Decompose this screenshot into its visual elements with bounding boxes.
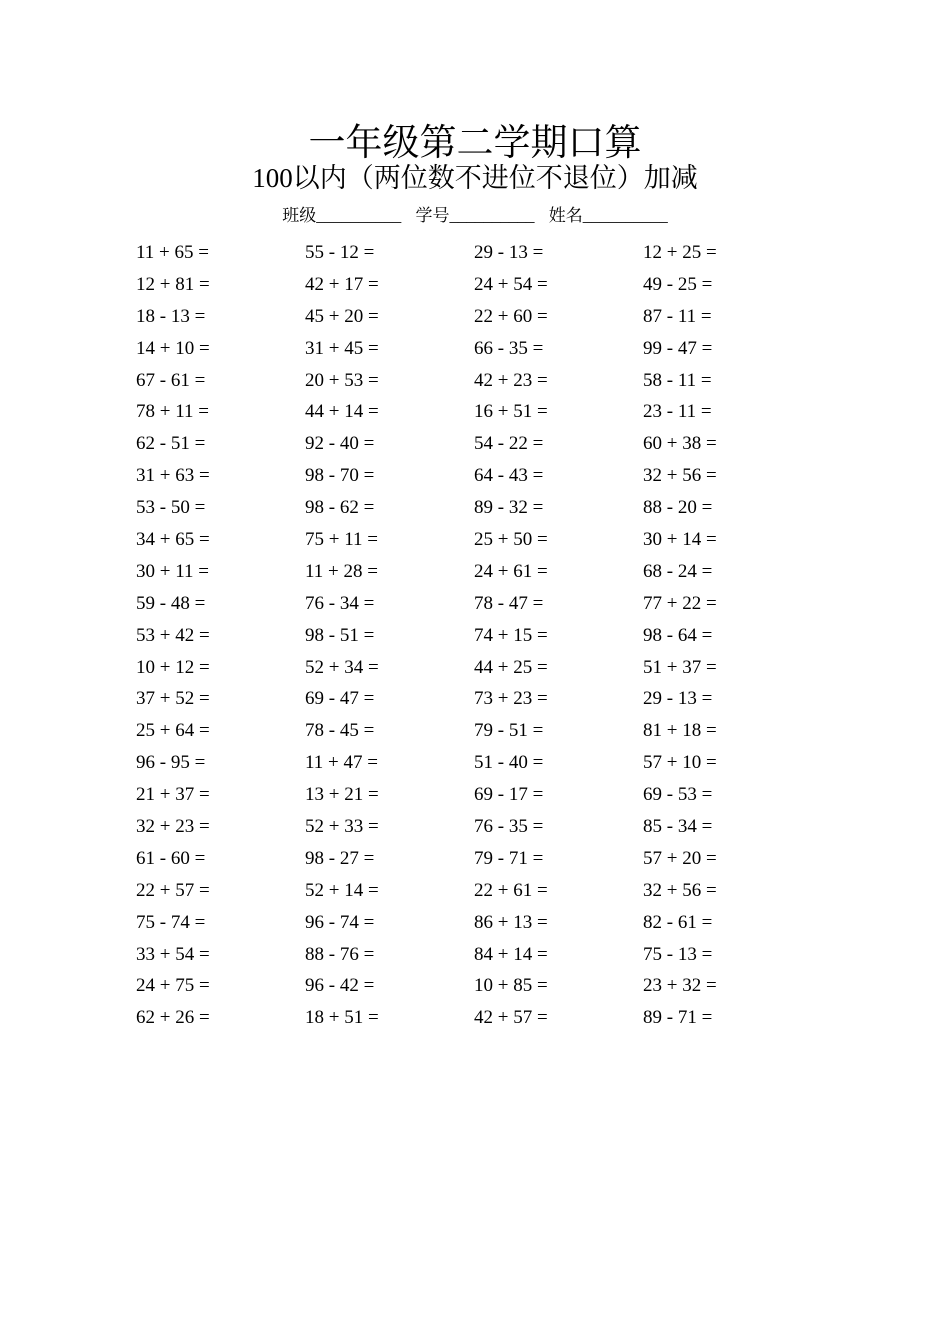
arithmetic-problem: 88 - 76 =	[305, 943, 375, 965]
arithmetic-problem: 60 + 38 =	[643, 433, 717, 455]
arithmetic-problem: 98 - 64 =	[643, 624, 713, 646]
arithmetic-problem: 51 - 40 =	[474, 752, 544, 774]
arithmetic-problem: 68 - 24 =	[643, 560, 713, 582]
arithmetic-problem: 21 + 37 =	[136, 784, 210, 806]
name-field: 姓名__________	[548, 206, 668, 225]
arithmetic-problem: 53 + 42 =	[136, 624, 210, 646]
arithmetic-problem: 11 + 65 =	[136, 242, 209, 263]
arithmetic-problem: 29 - 13 =	[643, 688, 713, 710]
arithmetic-problem: 76 - 35 =	[474, 816, 544, 838]
arithmetic-problem: 12 + 25 =	[643, 242, 717, 263]
arithmetic-problem: 30 + 11 =	[136, 560, 209, 582]
arithmetic-problem: 22 + 57 =	[136, 879, 210, 901]
student-number-field: 学号__________	[415, 206, 535, 225]
arithmetic-problem: 31 + 45 =	[305, 337, 379, 359]
page-subtitle: 100以内（两位数不进位不退位）加减	[252, 163, 698, 193]
arithmetic-problem: 33 + 54 =	[136, 943, 210, 965]
page-title: 一年级第二学期口算	[308, 123, 642, 164]
arithmetic-problem: 44 + 14 =	[305, 401, 379, 423]
arithmetic-problem: 79 - 71 =	[474, 847, 544, 869]
arithmetic-problem: 57 + 20 =	[643, 847, 717, 869]
arithmetic-problem: 32 + 56 =	[643, 879, 717, 901]
arithmetic-problem: 42 + 17 =	[305, 273, 379, 295]
arithmetic-problem: 85 - 34 =	[643, 816, 713, 838]
arithmetic-problem: 42 + 23 =	[474, 369, 548, 391]
arithmetic-problem: 44 + 25 =	[474, 656, 548, 678]
arithmetic-problem: 66 - 35 =	[474, 337, 544, 359]
arithmetic-problem: 84 + 14 =	[474, 943, 548, 965]
arithmetic-problem: 37 + 52 =	[136, 688, 210, 710]
arithmetic-problem: 24 + 75 =	[136, 975, 210, 997]
arithmetic-problem: 92 - 40 =	[305, 433, 375, 455]
arithmetic-problem: 98 - 51 =	[305, 624, 375, 646]
arithmetic-problem: 54 - 22 =	[474, 433, 544, 455]
arithmetic-problem: 98 - 70 =	[305, 465, 375, 487]
arithmetic-problem: 25 + 50 =	[474, 529, 548, 551]
arithmetic-problem: 99 - 47 =	[643, 337, 713, 359]
arithmetic-problem: 22 + 61 =	[474, 879, 548, 901]
arithmetic-problem: 69 - 53 =	[643, 784, 713, 806]
arithmetic-problem: 96 - 95 =	[136, 752, 206, 774]
arithmetic-problem: 22 + 60 =	[474, 305, 548, 327]
arithmetic-problem: 73 + 23 =	[474, 688, 548, 710]
arithmetic-problem-grid	[136, 237, 856, 1034]
arithmetic-problem: 32 + 23 =	[136, 816, 210, 838]
arithmetic-problem: 55 - 12 =	[305, 242, 375, 263]
arithmetic-problem: 24 + 61 =	[474, 560, 548, 582]
arithmetic-problem: 61 - 60 =	[136, 847, 206, 869]
arithmetic-problem: 42 + 57 =	[474, 1007, 548, 1029]
arithmetic-problem: 76 - 34 =	[305, 592, 375, 614]
arithmetic-problem: 23 + 32 =	[643, 975, 717, 997]
arithmetic-problem: 69 - 47 =	[305, 688, 375, 710]
arithmetic-problem: 75 - 74 =	[136, 911, 206, 933]
arithmetic-problem: 16 + 51 =	[474, 401, 548, 423]
arithmetic-problem: 78 - 47 =	[474, 592, 544, 614]
arithmetic-problem: 23 - 11 =	[643, 401, 712, 423]
arithmetic-problem: 62 - 51 =	[136, 433, 206, 455]
arithmetic-problem: 10 + 85 =	[474, 975, 548, 997]
arithmetic-problem: 75 - 13 =	[643, 943, 713, 965]
arithmetic-problem: 89 - 32 =	[474, 497, 544, 519]
arithmetic-problem: 74 + 15 =	[474, 624, 548, 646]
arithmetic-problem: 98 - 27 =	[305, 847, 375, 869]
arithmetic-problem: 77 + 22 =	[643, 592, 717, 614]
arithmetic-problem: 45 + 20 =	[305, 305, 379, 327]
arithmetic-problem: 20 + 53 =	[305, 369, 379, 391]
arithmetic-problem: 32 + 56 =	[643, 465, 717, 487]
arithmetic-problem: 96 - 74 =	[305, 911, 375, 933]
arithmetic-problem: 62 + 26 =	[136, 1007, 210, 1029]
class-field: 班级__________	[282, 206, 402, 225]
arithmetic-problem: 24 + 54 =	[474, 273, 548, 295]
arithmetic-problem: 14 + 10 =	[136, 337, 210, 359]
arithmetic-problem: 11 + 47 =	[305, 752, 378, 774]
arithmetic-problem: 81 + 18 =	[643, 720, 717, 742]
arithmetic-problem: 79 - 51 =	[474, 720, 544, 742]
arithmetic-problem: 30 + 14 =	[643, 529, 717, 551]
arithmetic-problem: 53 - 50 =	[136, 497, 206, 519]
arithmetic-problem: 13 + 21 =	[305, 784, 379, 806]
arithmetic-problem: 52 + 34 =	[305, 656, 379, 678]
arithmetic-problem: 98 - 62 =	[305, 497, 375, 519]
arithmetic-problem: 18 - 13 =	[136, 305, 206, 327]
arithmetic-problem: 58 - 11 =	[643, 369, 712, 391]
arithmetic-problem: 29 - 13 =	[474, 242, 544, 263]
arithmetic-problem: 31 + 63 =	[136, 465, 210, 487]
arithmetic-problem: 89 - 71 =	[643, 1007, 713, 1029]
arithmetic-problem: 86 + 13 =	[474, 911, 548, 933]
arithmetic-problem: 75 + 11 =	[305, 529, 378, 551]
student-info-line	[0, 204, 950, 228]
arithmetic-problem: 25 + 64 =	[136, 720, 210, 742]
arithmetic-problem: 78 + 11 =	[136, 401, 209, 423]
arithmetic-problem: 57 + 10 =	[643, 752, 717, 774]
arithmetic-problem: 49 - 25 =	[643, 273, 713, 295]
arithmetic-problem: 34 + 65 =	[136, 529, 210, 551]
arithmetic-problem: 11 + 28 =	[305, 560, 378, 582]
arithmetic-problem: 52 + 33 =	[305, 816, 379, 838]
arithmetic-problem: 59 - 48 =	[136, 592, 206, 614]
arithmetic-problem: 10 + 12 =	[136, 656, 210, 678]
arithmetic-problem: 51 + 37 =	[643, 656, 717, 678]
arithmetic-problem: 78 - 45 =	[305, 720, 375, 742]
arithmetic-problem: 64 - 43 =	[474, 465, 544, 487]
arithmetic-problem: 87 - 11 =	[643, 305, 712, 327]
arithmetic-problem: 69 - 17 =	[474, 784, 544, 806]
arithmetic-problem: 82 - 61 =	[643, 911, 713, 933]
arithmetic-problem: 96 - 42 =	[305, 975, 375, 997]
arithmetic-problem: 18 + 51 =	[305, 1007, 379, 1029]
arithmetic-problem: 12 + 81 =	[136, 273, 210, 295]
arithmetic-problem: 52 + 14 =	[305, 879, 379, 901]
arithmetic-problem: 67 - 61 =	[136, 369, 206, 391]
arithmetic-problem: 88 - 20 =	[643, 497, 713, 519]
